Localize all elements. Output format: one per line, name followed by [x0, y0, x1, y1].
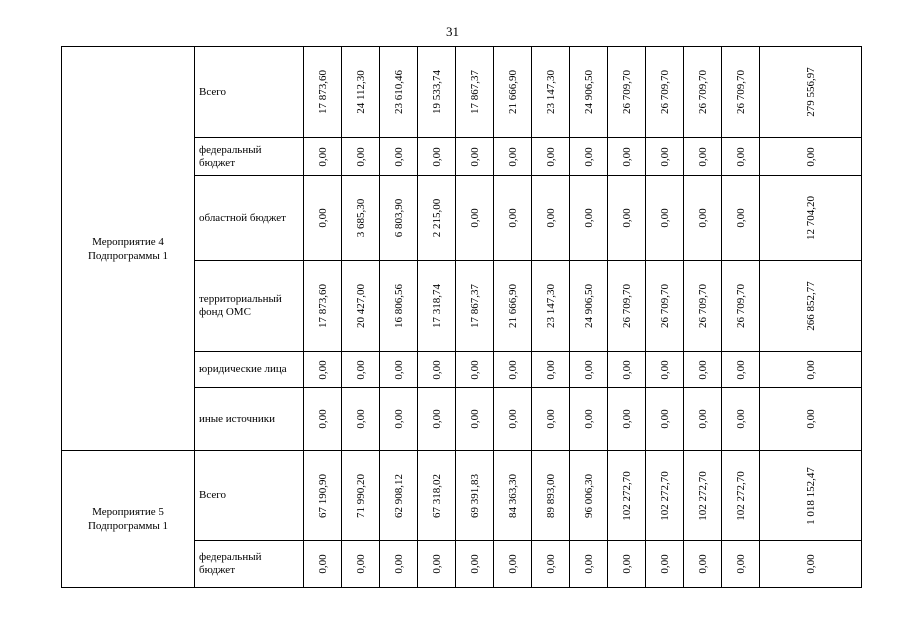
- year-value-cell-value: 26 709,70: [696, 70, 709, 114]
- year-value-cell: [532, 541, 570, 588]
- year-value-cell-value: 0,00: [506, 554, 519, 574]
- year-value-cell: [608, 261, 646, 352]
- year-value-cell: [418, 451, 456, 541]
- year-value-cell-value: 21 666,90: [506, 70, 519, 114]
- year-value-cell: [456, 388, 494, 451]
- total-value-cell-value: 279 556,97: [804, 67, 817, 117]
- year-value-cell-value: 23 147,30: [544, 284, 557, 328]
- year-value-cell: [608, 47, 646, 138]
- year-value-cell-value: 67 318,02: [430, 473, 443, 518]
- year-value-cell: [684, 176, 722, 261]
- year-value-cell: [532, 138, 570, 176]
- year-value-cell: [646, 261, 684, 352]
- year-value-cell-value: 0,00: [658, 146, 671, 167]
- year-value-cell-value: 17 873,60: [316, 284, 329, 328]
- year-value-cell: [570, 388, 608, 451]
- year-value-cell-value: 0,00: [392, 554, 405, 574]
- year-value-cell-value: 69 391,83: [468, 473, 481, 518]
- year-value-cell: [646, 176, 684, 261]
- year-value-cell: [494, 388, 532, 451]
- year-value-cell: [608, 388, 646, 451]
- year-value-cell: [380, 352, 418, 388]
- year-value-cell-value: 0,00: [468, 359, 481, 380]
- year-value-cell-value: 3 685,30: [354, 198, 367, 238]
- year-value-cell: [456, 138, 494, 176]
- year-value-cell-value: 26 709,70: [620, 284, 633, 328]
- total-value-cell-value: 0,00: [804, 554, 817, 574]
- year-value-cell: [646, 541, 684, 588]
- total-value-cell-value: 0,00: [804, 409, 817, 429]
- year-value-cell-value: 0,00: [582, 554, 595, 574]
- year-value-cell-value: 6 803,90: [392, 198, 405, 238]
- year-value-cell-value: 23 610,46: [392, 70, 405, 114]
- year-value-cell-value: 0,00: [316, 208, 329, 228]
- year-value-cell: [684, 47, 722, 138]
- year-value-cell-value: 26 709,70: [734, 70, 747, 114]
- year-value-cell: [494, 47, 532, 138]
- year-value-cell: [532, 261, 570, 352]
- year-value-cell: [532, 388, 570, 451]
- year-value-cell: [380, 47, 418, 138]
- year-value-cell-value: 0,00: [582, 359, 595, 380]
- year-value-cell: [532, 176, 570, 261]
- year-value-cell-value: 0,00: [430, 359, 443, 380]
- year-value-cell: [722, 451, 760, 541]
- year-value-cell-value: 0,00: [354, 146, 367, 167]
- year-value-cell-value: 0,00: [620, 359, 633, 380]
- year-value-cell: [418, 261, 456, 352]
- year-value-cell-value: 0,00: [468, 146, 481, 167]
- funding-source-cell: юридические лица: [195, 352, 304, 388]
- year-value-cell-value: 0,00: [696, 359, 709, 380]
- year-value-cell-value: 26 709,70: [734, 284, 747, 328]
- total-value-cell: [760, 261, 862, 352]
- year-value-cell: [418, 541, 456, 588]
- year-value-cell-value: 96 006,30: [582, 473, 595, 518]
- year-value-cell: [722, 352, 760, 388]
- year-value-cell: [570, 47, 608, 138]
- funding-source-cell: территориальный фонд ОМС: [195, 261, 304, 352]
- year-value-cell: [342, 451, 380, 541]
- year-value-cell-value: 0,00: [696, 146, 709, 167]
- year-value-cell: [304, 47, 342, 138]
- year-value-cell-value: 21 666,90: [506, 284, 519, 328]
- year-value-cell: [684, 541, 722, 588]
- year-value-cell: [684, 261, 722, 352]
- year-value-cell: [608, 138, 646, 176]
- year-value-cell: [456, 47, 494, 138]
- year-value-cell-value: 17 873,60: [316, 70, 329, 114]
- year-value-cell-value: 0,00: [354, 409, 367, 429]
- year-value-cell: [646, 451, 684, 541]
- funding-source-cell: федеральный бюджет: [195, 541, 304, 588]
- year-value-cell: [380, 261, 418, 352]
- total-value-cell: [760, 138, 862, 176]
- year-value-cell: [722, 47, 760, 138]
- year-value-cell-value: 0,00: [544, 554, 557, 574]
- funding-source-cell: Всего: [195, 47, 304, 138]
- year-value-cell-value: 24 906,50: [582, 284, 595, 328]
- year-value-cell-value: 0,00: [544, 359, 557, 380]
- event-name-cell: Мероприятие 5 Подпрограммы 1: [62, 451, 195, 588]
- total-value-cell: [760, 388, 862, 451]
- page-number: 31: [446, 24, 459, 39]
- funding-source-cell: областной бюджет: [195, 176, 304, 261]
- year-value-cell: [570, 541, 608, 588]
- year-value-cell-value: 26 709,70: [620, 70, 633, 114]
- year-value-cell: [418, 388, 456, 451]
- year-value-cell: [456, 261, 494, 352]
- year-value-cell: [494, 541, 532, 588]
- year-value-cell: [570, 451, 608, 541]
- year-value-cell-value: 0,00: [430, 554, 443, 574]
- year-value-cell-value: 0,00: [392, 146, 405, 167]
- year-value-cell: [342, 138, 380, 176]
- year-value-cell-value: 0,00: [658, 359, 671, 380]
- year-value-cell-value: 23 147,30: [544, 70, 557, 114]
- year-value-cell: [380, 388, 418, 451]
- year-value-cell-value: 17 867,37: [468, 284, 481, 328]
- year-value-cell-value: 17 867,37: [468, 70, 481, 114]
- year-value-cell-value: 0,00: [506, 146, 519, 167]
- year-value-cell-value: 24 906,50: [582, 70, 595, 114]
- year-value-cell-value: 26 709,70: [696, 284, 709, 328]
- total-value-cell-value: 1 018 152,47: [804, 466, 817, 525]
- year-value-cell: [570, 352, 608, 388]
- year-value-cell-value: 0,00: [734, 208, 747, 228]
- year-value-cell-value: 0,00: [392, 409, 405, 429]
- funding-source-cell: иные источники: [195, 388, 304, 451]
- year-value-cell: [342, 176, 380, 261]
- year-value-cell: [418, 47, 456, 138]
- year-value-cell-value: 67 190,90: [316, 473, 329, 518]
- table-row: [62, 451, 862, 541]
- year-value-cell-value: 17 318,74: [430, 284, 443, 328]
- year-value-cell: [304, 388, 342, 451]
- year-value-cell: [418, 138, 456, 176]
- year-value-cell: [380, 138, 418, 176]
- year-value-cell-value: 0,00: [468, 409, 481, 429]
- year-value-cell-value: 0,00: [658, 409, 671, 429]
- year-value-cell: [304, 451, 342, 541]
- year-value-cell-value: 84 363,30: [506, 473, 519, 518]
- year-value-cell: [684, 388, 722, 451]
- year-value-cell-value: 0,00: [506, 359, 519, 380]
- year-value-cell-value: 0,00: [316, 146, 329, 167]
- year-value-cell-value: 102 272,70: [658, 470, 671, 521]
- year-value-cell-value: 71 990,20: [354, 473, 367, 518]
- year-value-cell: [380, 451, 418, 541]
- year-value-cell: [646, 388, 684, 451]
- year-value-cell: [722, 138, 760, 176]
- year-value-cell-value: 0,00: [430, 146, 443, 167]
- table-row: [62, 47, 862, 138]
- year-value-cell: [494, 138, 532, 176]
- year-value-cell-value: 0,00: [658, 208, 671, 228]
- year-value-cell-value: 16 806,56: [392, 284, 405, 328]
- year-value-cell: [608, 176, 646, 261]
- total-value-cell: [760, 352, 862, 388]
- year-value-cell-value: 0,00: [620, 208, 633, 228]
- total-value-cell: [760, 541, 862, 588]
- total-value-cell-value: 0,00: [804, 359, 817, 380]
- year-value-cell-value: 0,00: [468, 554, 481, 574]
- year-value-cell: [380, 541, 418, 588]
- year-value-cell: [494, 176, 532, 261]
- year-value-cell-value: 0,00: [734, 359, 747, 380]
- year-value-cell-value: 89 893,00: [544, 473, 557, 518]
- total-value-cell-value: 266 852,77: [804, 281, 817, 331]
- year-value-cell-value: 102 272,70: [696, 470, 709, 521]
- funding-source-cell: федеральный бюджет: [195, 138, 304, 176]
- year-value-cell: [570, 176, 608, 261]
- year-value-cell-value: 62 908,12: [392, 473, 405, 518]
- year-value-cell-value: 0,00: [620, 409, 633, 429]
- year-value-cell-value: 0,00: [582, 409, 595, 429]
- year-value-cell-value: 19 533,74: [430, 70, 443, 114]
- budget-table: [61, 46, 862, 588]
- year-value-cell: [456, 176, 494, 261]
- year-value-cell-value: 0,00: [506, 409, 519, 429]
- year-value-cell-value: 0,00: [734, 554, 747, 574]
- year-value-cell: [570, 138, 608, 176]
- year-value-cell: [342, 261, 380, 352]
- total-value-cell-value: 0,00: [804, 146, 817, 167]
- year-value-cell-value: 0,00: [392, 359, 405, 380]
- year-value-cell-value: 0,00: [468, 208, 481, 228]
- year-value-cell: [608, 451, 646, 541]
- year-value-cell-value: 0,00: [696, 409, 709, 429]
- year-value-cell-value: 102 272,70: [620, 470, 633, 521]
- year-value-cell: [532, 47, 570, 138]
- year-value-cell-value: 102 272,70: [734, 470, 747, 521]
- year-value-cell: [684, 352, 722, 388]
- funding-source-cell: Всего: [195, 451, 304, 541]
- year-value-cell-value: 0,00: [620, 554, 633, 574]
- year-value-cell: [646, 352, 684, 388]
- year-value-cell: [722, 176, 760, 261]
- year-value-cell: [456, 352, 494, 388]
- year-value-cell-value: 0,00: [316, 409, 329, 429]
- year-value-cell-value: 0,00: [354, 554, 367, 574]
- year-value-cell: [532, 451, 570, 541]
- year-value-cell: [494, 451, 532, 541]
- year-value-cell-value: 24 112,30: [354, 70, 367, 114]
- year-value-cell-value: 0,00: [658, 554, 671, 574]
- year-value-cell: [494, 352, 532, 388]
- year-value-cell: [722, 261, 760, 352]
- year-value-cell: [456, 451, 494, 541]
- year-value-cell: [646, 138, 684, 176]
- year-value-cell-value: 0,00: [734, 146, 747, 167]
- year-value-cell-value: 0,00: [544, 208, 557, 228]
- year-value-cell-value: 0,00: [544, 409, 557, 429]
- year-value-cell-value: 0,00: [354, 359, 367, 380]
- year-value-cell: [304, 352, 342, 388]
- total-value-cell-value: 12 704,20: [804, 196, 817, 240]
- year-value-cell-value: 0,00: [734, 409, 747, 429]
- year-value-cell-value: 0,00: [430, 409, 443, 429]
- year-value-cell: [342, 541, 380, 588]
- year-value-cell: [684, 451, 722, 541]
- year-value-cell: [304, 261, 342, 352]
- year-value-cell-value: 0,00: [696, 208, 709, 228]
- total-value-cell: [760, 47, 862, 138]
- year-value-cell: [304, 138, 342, 176]
- year-value-cell: [304, 541, 342, 588]
- year-value-cell-value: 0,00: [696, 554, 709, 574]
- year-value-cell-value: 0,00: [316, 554, 329, 574]
- year-value-cell: [494, 261, 532, 352]
- year-value-cell-value: 0,00: [582, 146, 595, 167]
- year-value-cell: [342, 47, 380, 138]
- year-value-cell-value: 26 709,70: [658, 70, 671, 114]
- year-value-cell: [570, 261, 608, 352]
- year-value-cell-value: 20 427,00: [354, 284, 367, 328]
- year-value-cell: [380, 176, 418, 261]
- year-value-cell: [342, 388, 380, 451]
- year-value-cell-value: 0,00: [506, 208, 519, 228]
- year-value-cell-value: 0,00: [316, 359, 329, 380]
- year-value-cell-value: 0,00: [582, 208, 595, 228]
- year-value-cell: [646, 47, 684, 138]
- year-value-cell-value: 0,00: [544, 146, 557, 167]
- year-value-cell: [608, 352, 646, 388]
- year-value-cell: [456, 541, 494, 588]
- year-value-cell: [418, 352, 456, 388]
- event-name-cell: Мероприятие 4 Подпрограммы 1: [62, 47, 195, 451]
- year-value-cell-value: 2 215,00: [430, 198, 443, 238]
- year-value-cell: [532, 352, 570, 388]
- year-value-cell-value: 26 709,70: [658, 284, 671, 328]
- total-value-cell: [760, 451, 862, 541]
- year-value-cell-value: 0,00: [620, 146, 633, 167]
- year-value-cell: [684, 138, 722, 176]
- year-value-cell: [304, 176, 342, 261]
- year-value-cell: [418, 176, 456, 261]
- total-value-cell: [760, 176, 862, 261]
- year-value-cell: [342, 352, 380, 388]
- year-value-cell: [722, 541, 760, 588]
- year-value-cell: [608, 541, 646, 588]
- year-value-cell: [722, 388, 760, 451]
